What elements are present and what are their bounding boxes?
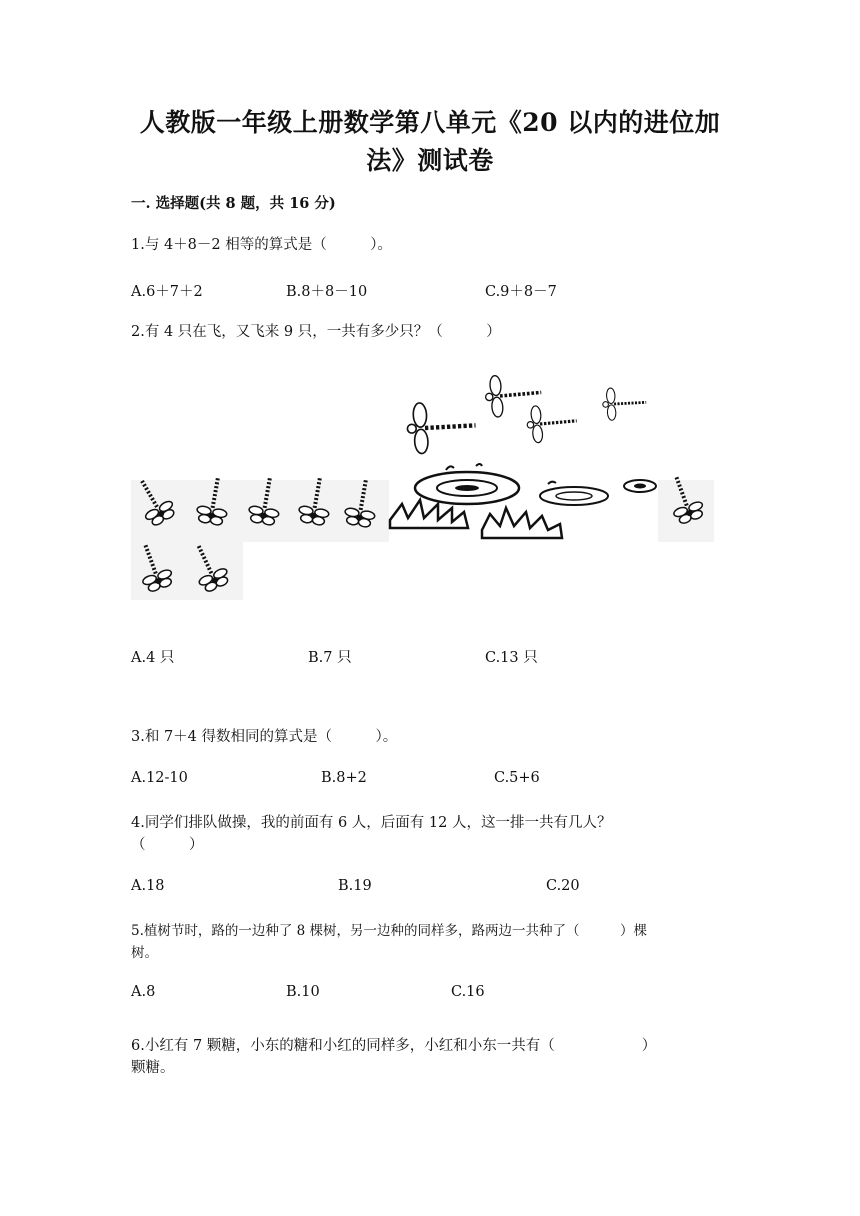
question-3-stem: 3.和 7＋4 得数相同的算式是（ ）。 [131, 729, 398, 745]
question-6-stem-line-2: 颗糖。 [131, 1060, 175, 1076]
question-6-stem [131, 1035, 731, 1079]
question-2-stem: 2.有 4 只在飞，又飞来 9 只，一共有多少只？（ ） [131, 324, 501, 340]
pond-ripple-icon [415, 464, 519, 504]
question-4-option-b: B.19 [338, 878, 372, 894]
question-4-option-c: C.20 [546, 878, 580, 894]
question-5-stem-line-1: 5.植树节时，路的一边种了 8 棵树，另一边种的同样多，路两边一共种了（ ）棵 [131, 923, 648, 939]
question-5-option-a: A.8 [131, 984, 156, 1000]
question-6-stem-line-1: 6.小红有 7 颗糖，小东的糖和小红的同样多，小红和小东一共有（ ） [131, 1038, 657, 1054]
question-3-option-b: B.8+2 [321, 770, 367, 786]
question-5-stem-line-2: 树。 [131, 945, 158, 961]
question-2-option-a: A.4 只 [131, 650, 175, 666]
question-1-option-c: C.9＋8－7 [485, 284, 557, 300]
question-5-option-c: C.16 [451, 984, 485, 1000]
grass-icon [482, 508, 562, 538]
question-4-stem-line-1: 4.同学们排队做操，我的前面有 6 人，后面有 12 人，这一排一共有几人？ [131, 815, 612, 831]
pond-ripple-icon [624, 480, 656, 492]
question-1-option-b: B.8＋8－10 [286, 284, 368, 300]
section-heading: 一. 选择题(共 8 题，共 16 分) [131, 195, 336, 212]
question-1-stem: 1.与 4＋8－2 相等的算式是（ ）。 [131, 237, 392, 253]
question-3-option-a: A.12-10 [131, 770, 188, 786]
dragonfly-icon [526, 402, 579, 443]
pond-ripple-icon [540, 482, 608, 505]
question-5-stem [131, 920, 647, 964]
question-3-option-c: C.5+6 [494, 770, 540, 786]
dragonfly-icon [602, 386, 647, 420]
question-2-option-b: B.7 只 [308, 650, 352, 666]
question-4-stem-line-2: （ ） [131, 837, 204, 853]
question-4-option-a: A.18 [131, 878, 165, 894]
question-5-option-b: B.10 [286, 984, 320, 1000]
title-line-1: 人教版一年级上册数学第八单元《20 以内的进位加 [139, 108, 721, 137]
title-line-2: 法》测试卷 [366, 146, 494, 175]
dragonfly-icon [406, 400, 477, 454]
question-2-option-c: C.13 只 [485, 650, 538, 666]
question-1-option-a: A.6＋7＋2 [131, 284, 203, 300]
question-4-stem [131, 812, 611, 856]
